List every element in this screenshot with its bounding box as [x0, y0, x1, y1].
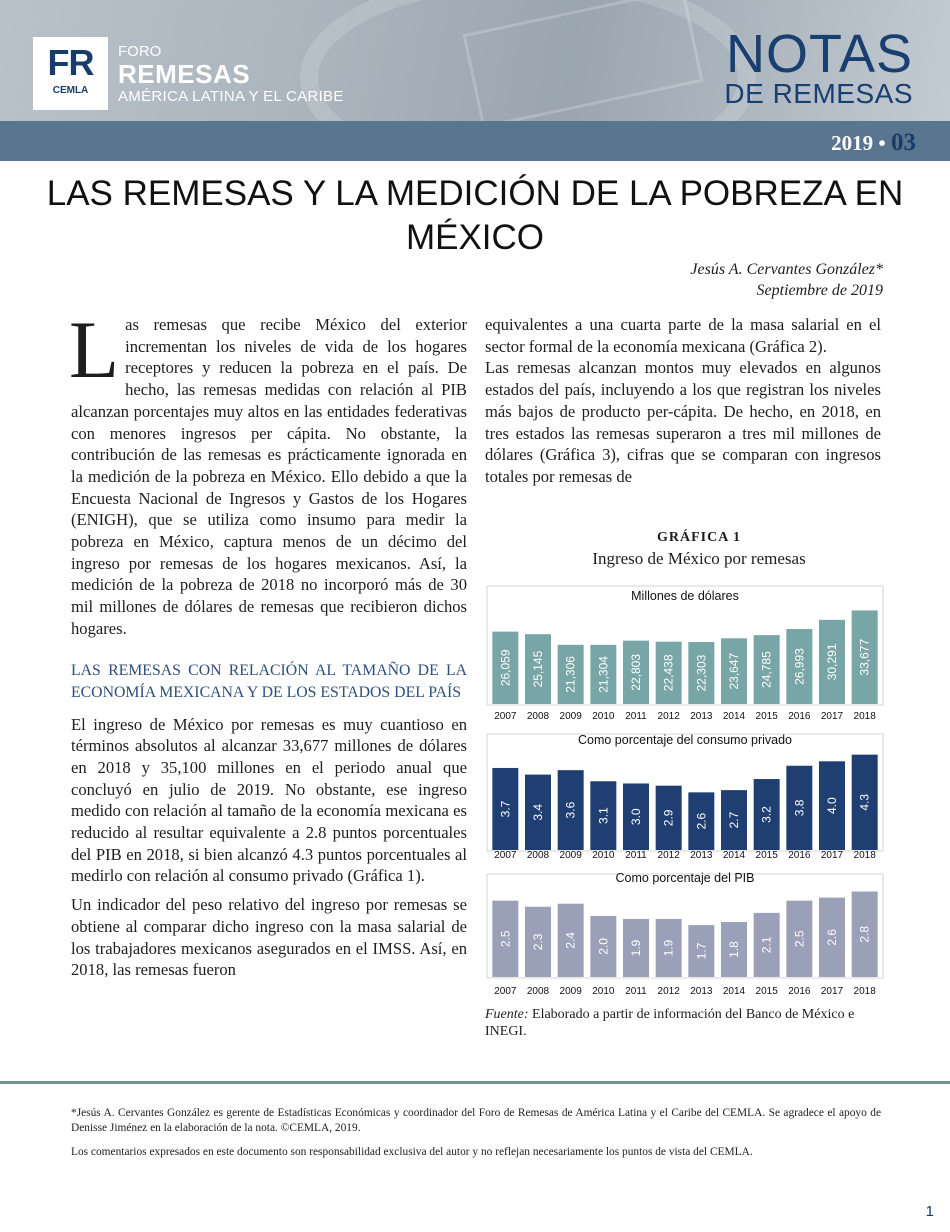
- year-tick-label: 2011: [625, 986, 647, 997]
- logo-cemla: CEMLA: [52, 85, 89, 96]
- header-bar: [0, 121, 950, 161]
- year-tick-label: 2009: [559, 986, 582, 997]
- bar-value-label: 3.8: [792, 799, 807, 817]
- de-remesas-label: DE REMESAS: [724, 78, 913, 109]
- text-column-right: [485, 314, 881, 488]
- bar-value-label: 22,438: [661, 654, 676, 692]
- year-tick-label: 2008: [526, 986, 550, 997]
- year-tick-label: 2013: [690, 711, 713, 722]
- section-heading: LAS REMESAS CON RELACIÓN AL TAMAÑO DE LA ECONOMÍA MEXICANA Y DE LOS ESTADOS DEL PAÍS: [71, 661, 467, 701]
- author-name: Jesús A. Cervantes González*: [690, 261, 883, 278]
- paragraph-intro-text: as remesas que recibe México del exterior incrementan los niveles de vida de los hogares receptores y reducen la pobreza en el país. De hecho, las remesas medidas con relación al PIB alcanzan porcentajes muy altos en las entidades federativas con menores ingresos per cápita. No obstante, la contribución de las remesas es prácticamente ignorada en la medición de la pobreza en México. Ello debido a que la Encuesta Nacional de Ingresos y Gastos de los Hogares (ENIGH), que se utiliza como insumo para medir la pobreza en México, captura menos de un décimo del ingreso por remesas de los hogares mexicanos. Así, la medición de la pobreza de 2018 no incorporó más de 30 mil millones de dólares de remesas que recibieron dichos hogares.: [71, 315, 467, 638]
- issue-year: 2019 •: [831, 131, 886, 155]
- bar-value-label: 24,785: [759, 651, 774, 688]
- article-date: Septiembre de 2019: [756, 282, 883, 299]
- bar-value-label: 4.0: [825, 797, 839, 814]
- year-tick-label: 2015: [755, 850, 778, 861]
- footnote-author: *Jesús A. Cervantes González es gerente de Estadísticas Económicas y coordinador del Foro de Remesas de América Latina y el Caribe del CEMLA. Se agradece el apoyo de Denisse Jiménez en la elaboración de la nota. ©CEMLA, 2019.: [71, 1107, 881, 1134]
- year-tick-label: 2017: [820, 986, 844, 997]
- footer-rule: [0, 1081, 950, 1084]
- year-tick-label: 2009: [559, 711, 582, 722]
- issue-number: [831, 129, 916, 157]
- bar-value-label: 21,306: [563, 656, 578, 693]
- bar-value-label: 26,993: [792, 648, 807, 685]
- drop-cap: L: [69, 304, 120, 395]
- year-tick-label: 2012: [657, 986, 680, 997]
- figure-title: Ingreso de México por remesas: [592, 549, 806, 568]
- bar-value-label: 2.3: [531, 933, 545, 951]
- year-tick-label: 2011: [625, 850, 647, 861]
- year-tick-label: 2008: [526, 711, 550, 722]
- byline: [690, 259, 883, 301]
- paragraph-5: Las remesas alcanzan montos muy elevados en algunos estados del país, incluyendo a los que registran los niveles más bajos de producto per-cápita. De hecho, en 2018, en tres estados las remesas superaron a tres mil millones de dólares (Gráfica 3), cifras que se comparan con ingresos totales por remesas de: [485, 358, 881, 486]
- year-tick-label: 2016: [788, 986, 811, 997]
- bar-value-label: 2.0: [596, 938, 611, 955]
- bar-value-label: 2.4: [563, 932, 578, 949]
- year-tick-label: 2007: [494, 986, 517, 997]
- bar-value-label: 3.0: [629, 808, 643, 826]
- publication-title: [724, 24, 913, 109]
- year-tick-label: 2018: [853, 986, 876, 997]
- bar-value-label: 1.8: [727, 941, 741, 958]
- page-number: 1: [925, 1203, 934, 1220]
- bar-value-label: 2.5: [792, 930, 807, 948]
- bar-value-label: 4.3: [857, 793, 872, 811]
- year-tick-label: 2016: [788, 711, 811, 722]
- year-tick-label: 2010: [592, 850, 615, 861]
- year-tick-label: 2012: [657, 850, 680, 861]
- notas-label: NOTAS: [725, 24, 913, 84]
- year-tick-label: 2014: [722, 711, 746, 722]
- bar-value-label: 1.9: [661, 939, 676, 957]
- bar-value-label: 33,677: [857, 638, 872, 676]
- bar-value-label: 23,647: [727, 652, 741, 690]
- panel-title: Millones de dólares: [631, 589, 739, 603]
- bar-value-label: 21,304: [596, 656, 611, 693]
- paragraph-4: equivalentes a una cuarta parte de la masa salarial en el sector formal de la economía mexicana (Gráfica 2).: [485, 315, 881, 356]
- bar-value-label: 3.1: [596, 807, 611, 824]
- logo-fr: FR: [47, 42, 94, 83]
- footnotes: [71, 1106, 881, 1169]
- year-tick-label: 2010: [592, 711, 615, 722]
- year-tick-label: 2014: [722, 986, 746, 997]
- paragraph-3: Un indicador del peso relativo del ingreso por remesas se obtiene al comparar dicho ingreso con la masa salarial de los trabajadores mexicanos asegurados en el IMSS. Así, en 2018, las remesas fueron: [71, 895, 467, 980]
- year-tick-label: 2007: [494, 850, 517, 861]
- header-banner: [0, 0, 950, 121]
- bar-value-label: 2.7: [727, 811, 741, 829]
- region-label: AMÉRICA LATINA Y EL CARIBE: [118, 88, 344, 105]
- bar-value-label: 1.7: [694, 942, 709, 960]
- bar-value-label: 26,059: [498, 649, 513, 687]
- bar-value-label: 3.4: [531, 803, 545, 821]
- bar-value-label: 25,145: [531, 650, 545, 688]
- year-tick-label: 2011: [625, 711, 647, 722]
- year-tick-label: 2009: [559, 850, 582, 861]
- paragraph-2: El ingreso de México por remesas es muy cuantioso en términos absolutos al alcanzar 33,677 millones de dólares en 2018 y 35,100 millones en el periodo anual que concluyó en julio de 2019. No obstante, ese ingreso medido con relación al tamaño de la economía mexicana es reducido al resultar equivalente a 2.8 puntos porcentuales del PIB en 2018, si bien alcanzó 4.3 puntos porcentuales al medirlo con relación al consumo privado (Gráfica 1).: [71, 714, 467, 886]
- bar-value-label: 3.2: [759, 806, 774, 823]
- figure-source: [485, 1006, 865, 1040]
- source-text: Elaborado a partir de información del Banco de México e INEGI.: [485, 1007, 855, 1039]
- paragraph-intro: [69, 304, 467, 640]
- year-tick-label: 2015: [755, 711, 778, 722]
- year-tick-label: 2018: [853, 711, 876, 722]
- remittances-chart: [485, 582, 913, 1000]
- year-tick-label: 2007: [494, 711, 517, 722]
- bar-value-label: 2.6: [694, 812, 709, 830]
- year-tick-label: 2008: [526, 850, 550, 861]
- panel-title: Como porcentaje del consumo privado: [577, 733, 793, 747]
- year-tick-label: 2010: [592, 986, 615, 997]
- year-tick-label: 2012: [657, 711, 680, 722]
- remesas-label: REMESAS: [118, 59, 251, 89]
- year-tick-label: 2018: [853, 850, 876, 861]
- foro-label: FORO: [118, 43, 162, 60]
- issue-num: 03: [891, 129, 916, 156]
- bar-value-label: 22,303: [694, 654, 709, 692]
- bar-value-label: 2.1: [759, 936, 774, 954]
- year-tick-label: 2017: [820, 850, 844, 861]
- footnote-disclaimer: Los comentarios expresados en este documento son responsabilidad exclusiva del autor y no reflejan necesariamente los puntos de vista del CEMLA.: [71, 1146, 753, 1158]
- bar-value-label: 2.6: [825, 928, 839, 946]
- bar-value-label: 2.9: [661, 809, 676, 827]
- year-tick-label: 2017: [820, 711, 844, 722]
- bar-value-label: 22,803: [629, 653, 643, 691]
- article-title: LAS REMESAS Y LA MEDICIÓN DE LA POBREZA EN MÉXICO: [46, 174, 904, 257]
- text-column-left: [69, 304, 467, 981]
- foro-remesas-wordmark: [118, 44, 344, 105]
- year-tick-label: 2013: [690, 986, 713, 997]
- cemla-logo: [33, 37, 108, 110]
- year-tick-label: 2015: [755, 986, 778, 997]
- bar-value-label: 1.9: [629, 939, 643, 957]
- source-label: Fuente:: [485, 1007, 529, 1022]
- figure-label: GRÁFICA 1: [656, 530, 742, 545]
- bar-value-label: 2.8: [857, 925, 872, 943]
- year-tick-label: 2014: [722, 850, 746, 861]
- bar-value-label: 3.7: [498, 800, 513, 818]
- year-tick-label: 2013: [690, 850, 713, 861]
- bar-value-label: 30,291: [825, 643, 839, 681]
- panel-title: Como porcentaje del PIB: [615, 871, 755, 885]
- bar-value-label: 3.6: [563, 801, 578, 819]
- year-tick-label: 2016: [788, 850, 811, 861]
- bar-value-label: 2.5: [498, 930, 513, 948]
